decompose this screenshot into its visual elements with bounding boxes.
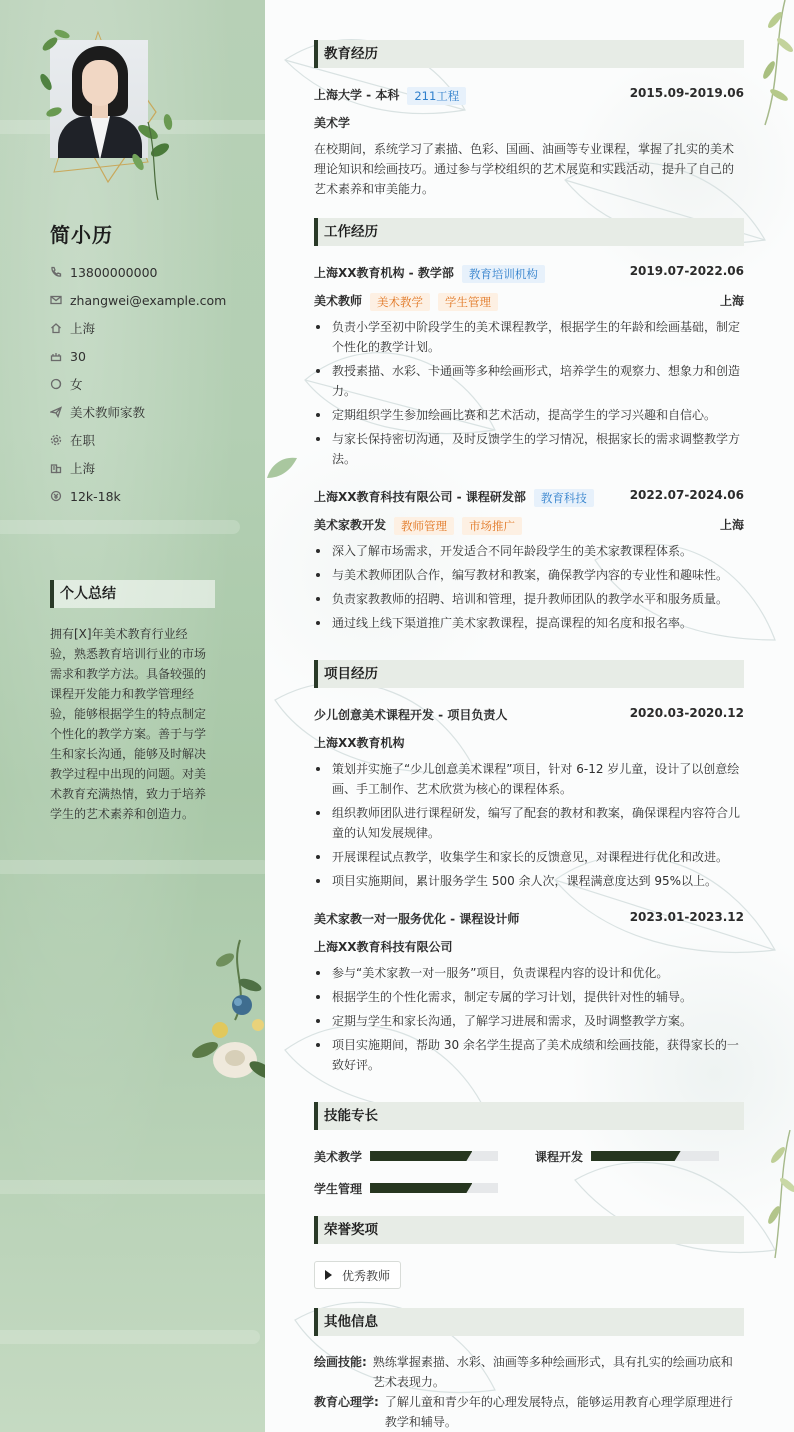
list-item: 教授素描、水彩、卡通画等多种绘画形式，培养学生的观察力、想象力和创造力。 <box>314 361 744 401</box>
job-skill-tag: 学生管理 <box>438 293 498 311</box>
mail-icon <box>50 294 62 306</box>
award-name: 优秀教师 <box>342 1268 391 1283</box>
other-item <box>314 1352 744 1392</box>
project-name: 少儿创意美术课程开发 - 项目负责人 <box>314 708 508 722</box>
project-org: 上海XX教育科技有限公司 <box>314 940 453 954</box>
candidate-name: 简小历 <box>50 223 113 247</box>
other-key: 绘画技能: <box>314 1355 367 1369</box>
texture-streak <box>0 1180 265 1194</box>
project-date: 2020.03-2020.12 <box>629 706 744 720</box>
summary-title: 个人总结 <box>50 580 215 608</box>
job-company: 上海XX教育机构 - 教学部 <box>314 266 454 280</box>
salary-icon <box>50 490 62 502</box>
job-skill-tag: 教师管理 <box>394 517 454 535</box>
skill-name: 学生管理 <box>314 1181 363 1196</box>
job-duties <box>314 541 744 637</box>
phone-icon <box>50 266 62 278</box>
job-date: 2019.07-2022.06 <box>629 264 744 278</box>
project-header <box>314 910 744 927</box>
contact-phone <box>50 258 226 286</box>
school-name: 上海大学 - 本科 <box>314 88 400 102</box>
education-desc: 在校期间，系统学习了素描、色彩、国画、油画等专业课程，掌握了扎实的美术理论知识和绘画技巧。通过参与学校组织的艺术展览和实践活动，提升了自己的艺术素养和审美能力。 <box>314 142 735 196</box>
skill-item <box>314 1179 498 1197</box>
gender-icon <box>50 378 62 390</box>
intent-text: 美术教师家教 <box>70 405 146 420</box>
phone-text: 13800000000 <box>70 264 158 280</box>
job-date: 2022.07-2024.06 <box>629 488 744 502</box>
gender-text: 女 <box>70 377 83 392</box>
status-icon <box>50 434 62 446</box>
education-header <box>314 86 744 105</box>
home-text: 上海 <box>70 321 96 336</box>
sidebar <box>0 0 265 1432</box>
photo-frame <box>38 22 168 202</box>
job-duties <box>314 317 744 473</box>
project-header <box>314 706 744 723</box>
contact-salary <box>50 482 226 510</box>
skill-bar-fill <box>370 1183 472 1193</box>
contact-city <box>50 454 226 482</box>
education-date: 2015.09-2019.06 <box>629 86 744 100</box>
list-item: 定期组织学生参加绘画比赛和艺术活动，提高学生的学习兴趣和自信心。 <box>314 405 744 425</box>
other-value: 了解儿童和青少年的心理发展特点，能够运用教育心理学原理进行教学和辅导。 <box>384 1395 733 1429</box>
job-header <box>314 264 744 283</box>
skill-bar <box>370 1151 498 1161</box>
job-skill-tag: 市场推广 <box>462 517 522 535</box>
skill-name: 美术教学 <box>314 1149 363 1164</box>
job-role: 美术教师 <box>314 294 363 308</box>
project-duties <box>314 759 744 895</box>
other-item <box>314 1392 744 1432</box>
list-item: 项目实施期间，帮助 30 余名学生提高了美术成绩和绘画技能，获得家长的一致好评。 <box>314 1035 744 1075</box>
projects-title: 项目经历 <box>314 660 744 688</box>
skill-name: 课程开发 <box>535 1149 584 1164</box>
project-date: 2023.01-2023.12 <box>629 910 744 924</box>
summary-text: 拥有[X]年美术教育行业经验，熟悉教育培训行业的市场需求和教学方法。具备较强的课程开发能力和教学管理经验，能够根据学生的特点制定个性化的教学方案。善于与学生和家长沟通，能够及时解决教学过程中出现的问题。对美术教育充满热情，致力于培养学生的艺术素养和创造力。 <box>50 627 207 821</box>
project-org: 上海XX教育机构 <box>314 736 405 750</box>
other-key: 教育心理学: <box>314 1395 379 1409</box>
list-item: 策划并实施了“少儿创意美术课程”项目，针对 6-12 岁儿童，设计了以创意绘画、手工制作、艺术欣赏为核心的课程体系。 <box>314 759 744 799</box>
contact-status <box>50 426 226 454</box>
list-item: 负责家教教师的招聘、培训和管理，提升教师团队的教学水平和服务质量。 <box>314 589 744 609</box>
other-value: 熟练掌握素描、水彩、油画等多种绘画形式，具有扎实的绘画功底和艺术表现力。 <box>372 1355 733 1389</box>
send-icon <box>50 406 62 418</box>
contact-age <box>50 342 226 370</box>
education-title: 教育经历 <box>314 40 744 68</box>
flower-bouquet-icon <box>180 930 265 1090</box>
awards-title: 荣誉奖项 <box>314 1216 744 1244</box>
job-role-row <box>314 516 744 535</box>
skill-bar <box>591 1151 719 1161</box>
contact-gender <box>50 370 226 398</box>
list-item: 深入了解市场需求，开发适合不同年龄段学生的美术家教课程体系。 <box>314 541 744 561</box>
leaf-vine-icon <box>28 22 178 202</box>
list-item: 与家长保持密切沟通，及时反馈学生的学习情况，根据家长的需求调整教学方法。 <box>314 429 744 469</box>
texture-streak <box>0 520 240 534</box>
other-title: 其他信息 <box>314 1308 744 1336</box>
contact-intent <box>50 398 226 426</box>
contact-home <box>50 314 226 342</box>
city-icon <box>50 462 62 474</box>
work-title: 工作经历 <box>314 218 744 246</box>
home-icon <box>50 322 62 334</box>
job-role: 美术家教开发 <box>314 518 387 532</box>
skill-item <box>314 1147 498 1165</box>
award-badge <box>314 1261 401 1289</box>
education-major: 美术学 <box>314 116 351 130</box>
branch-top-right-icon <box>745 0 794 130</box>
job-industry-tag: 教育科技 <box>534 489 594 507</box>
age-text: 30 <box>70 348 86 364</box>
branch-bottom-right-icon <box>750 1130 794 1260</box>
email-text: zhangwei@example.com <box>70 292 227 308</box>
list-item: 与美术教师团队合作，编写教材和教案，确保教学内容的专业性和趣味性。 <box>314 565 744 585</box>
salary-text: 12k-18k <box>70 488 121 504</box>
leaf-left-icon <box>265 450 299 484</box>
school-tag: 211工程 <box>407 87 466 105</box>
status-text: 在职 <box>70 433 96 448</box>
city-text: 上海 <box>70 461 96 476</box>
list-item: 项目实施期间，累计服务学生 500 余人次，课程满意度达到 95%以上。 <box>314 871 744 891</box>
texture-streak <box>0 860 265 874</box>
list-item: 通过线上线下渠道推广美术家教课程，提高课程的知名度和报名率。 <box>314 613 744 633</box>
job-industry-tag: 教育培训机构 <box>462 265 545 283</box>
age-icon <box>50 350 62 362</box>
project-name: 美术家教一对一服务优化 - 课程设计师 <box>314 912 520 926</box>
skill-bar-fill <box>370 1151 472 1161</box>
skill-bar-fill <box>591 1151 681 1161</box>
play-icon <box>325 1270 332 1280</box>
list-item: 负责小学至初中阶段学生的美术课程教学，根据学生的年龄和绘画基础，制定个性化的教学计划。 <box>314 317 744 357</box>
texture-streak <box>0 1330 260 1344</box>
list-item: 参与“美术家教一对一服务”项目，负责课程内容的设计和优化。 <box>314 963 744 983</box>
skill-item <box>535 1147 719 1165</box>
list-item: 定期与学生和家长沟通，了解学习进展和需求，及时调整教学方案。 <box>314 1011 744 1031</box>
list-item: 组织教师团队进行课程研发，编写了配套的教材和教案，确保课程内容符合儿童的认知发展规律。 <box>314 803 744 843</box>
job-skill-tag: 美术教学 <box>370 293 430 311</box>
job-company: 上海XX教育科技有限公司 - 课程研发部 <box>314 490 526 504</box>
list-item: 开展课程试点教学，收集学生和家长的反馈意见，对课程进行优化和改进。 <box>314 847 744 867</box>
list-item: 根据学生的个性化需求，制定专属的学习计划，提供针对性的辅导。 <box>314 987 744 1007</box>
contact-email <box>50 286 226 314</box>
job-header <box>314 488 744 507</box>
job-city: 上海 <box>719 518 744 532</box>
skills-title: 技能专长 <box>314 1102 744 1130</box>
project-duties <box>314 963 744 1079</box>
job-city: 上海 <box>719 294 744 308</box>
skill-bar <box>370 1183 498 1193</box>
contact-list <box>50 258 226 510</box>
job-role-row <box>314 292 744 311</box>
